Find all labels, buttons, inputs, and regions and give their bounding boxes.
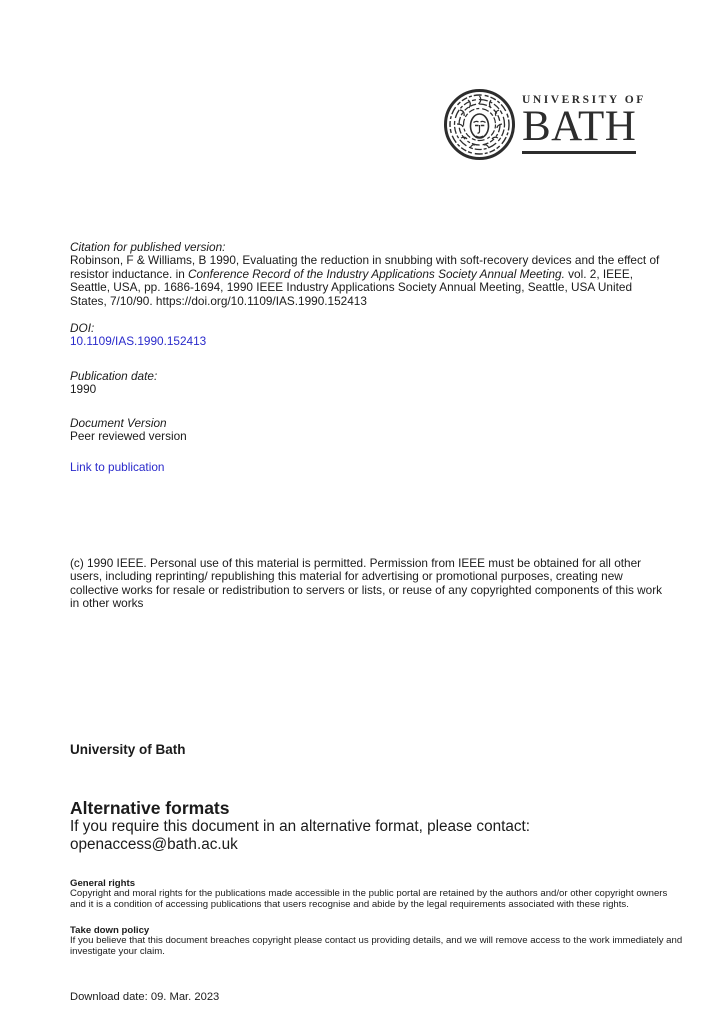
logo-wordmark: [522, 87, 646, 154]
citation-label: Citation for published version:: [70, 240, 226, 254]
citation-part1: Robinson, F & Williams, B 1990, Evaluating the reduction in snubbing with soft-recovery devices and the effect of resistor inductance. in: [70, 253, 660, 281]
general-rights-heading: General rights: [70, 878, 136, 889]
openaccess-email[interactable]: openaccess@bath.ac.uk: [70, 835, 238, 853]
copyright-notice: (c) 1990 IEEE. Personal use of this material is permitted. Permission from IEEE must be obtained for all other users, including reprinting/ republishing this material for advertising or promotional purposes, creating new collective works for resale or redistribution to servers or lists, or reuse of any copyrighted components of this work in other works: [70, 556, 663, 611]
document-version-label: Document Version: [70, 416, 167, 430]
general-rights-section: [70, 879, 684, 910]
take-down-policy-heading: Take down policy: [70, 925, 150, 936]
citation-journal-title: Conference Record of the Industry Applications Society Annual Meeting.: [188, 266, 565, 281]
publication-date-label: Publication date:: [70, 369, 158, 383]
publication-date-section: [70, 370, 671, 397]
take-down-policy-body: If you believe that this document breaches copyright please contact us providing details, and we will remove access to the work immediately and investigate your claim.: [70, 935, 683, 957]
university-of-bath-logo: [443, 87, 646, 161]
alternative-formats-section: [70, 798, 650, 853]
document-version-value: Peer reviewed version: [70, 429, 187, 444]
doi-link[interactable]: 10.1109/IAS.1990.152413: [70, 334, 207, 349]
alternative-formats-heading: Alternative formats: [70, 798, 230, 818]
take-down-policy-section: [70, 926, 684, 957]
alternative-formats-body: If you require this document in an alternative format, please contact:: [70, 818, 531, 835]
publication-date-value: 1990: [70, 382, 97, 397]
general-rights-body: Copyright and moral rights for the publications made accessible in the public portal are retained by the authors and/or other copyright owners and it is a condition of accessing publications that users recognise and abide by the legal requirements associated with these rights.: [70, 888, 668, 910]
citation-text: [70, 254, 671, 308]
university-heading: University of Bath: [70, 742, 186, 757]
bath-crest-icon: [443, 88, 516, 161]
doi-label: DOI:: [70, 321, 95, 335]
document-version-section: [70, 417, 671, 444]
logo-bath: BATH: [522, 107, 636, 154]
doi-section: [70, 322, 671, 349]
link-to-publication[interactable]: Link to publication: [70, 460, 165, 474]
citation-part3: vol. 2, IEEE, Seattle, USA, pp. 1686-1694, 1990 IEEE Industry Applications Society Annual Meeting, Seattle, USA United States, 7/10/90. https://doi.org/10.1109/IAS.1990.152413: [70, 266, 634, 308]
logo-university-of: UNIVERSITY OF: [522, 94, 646, 106]
citation-section: [70, 241, 671, 308]
download-date: Download date: 09. Mar. 2023: [70, 991, 220, 1003]
